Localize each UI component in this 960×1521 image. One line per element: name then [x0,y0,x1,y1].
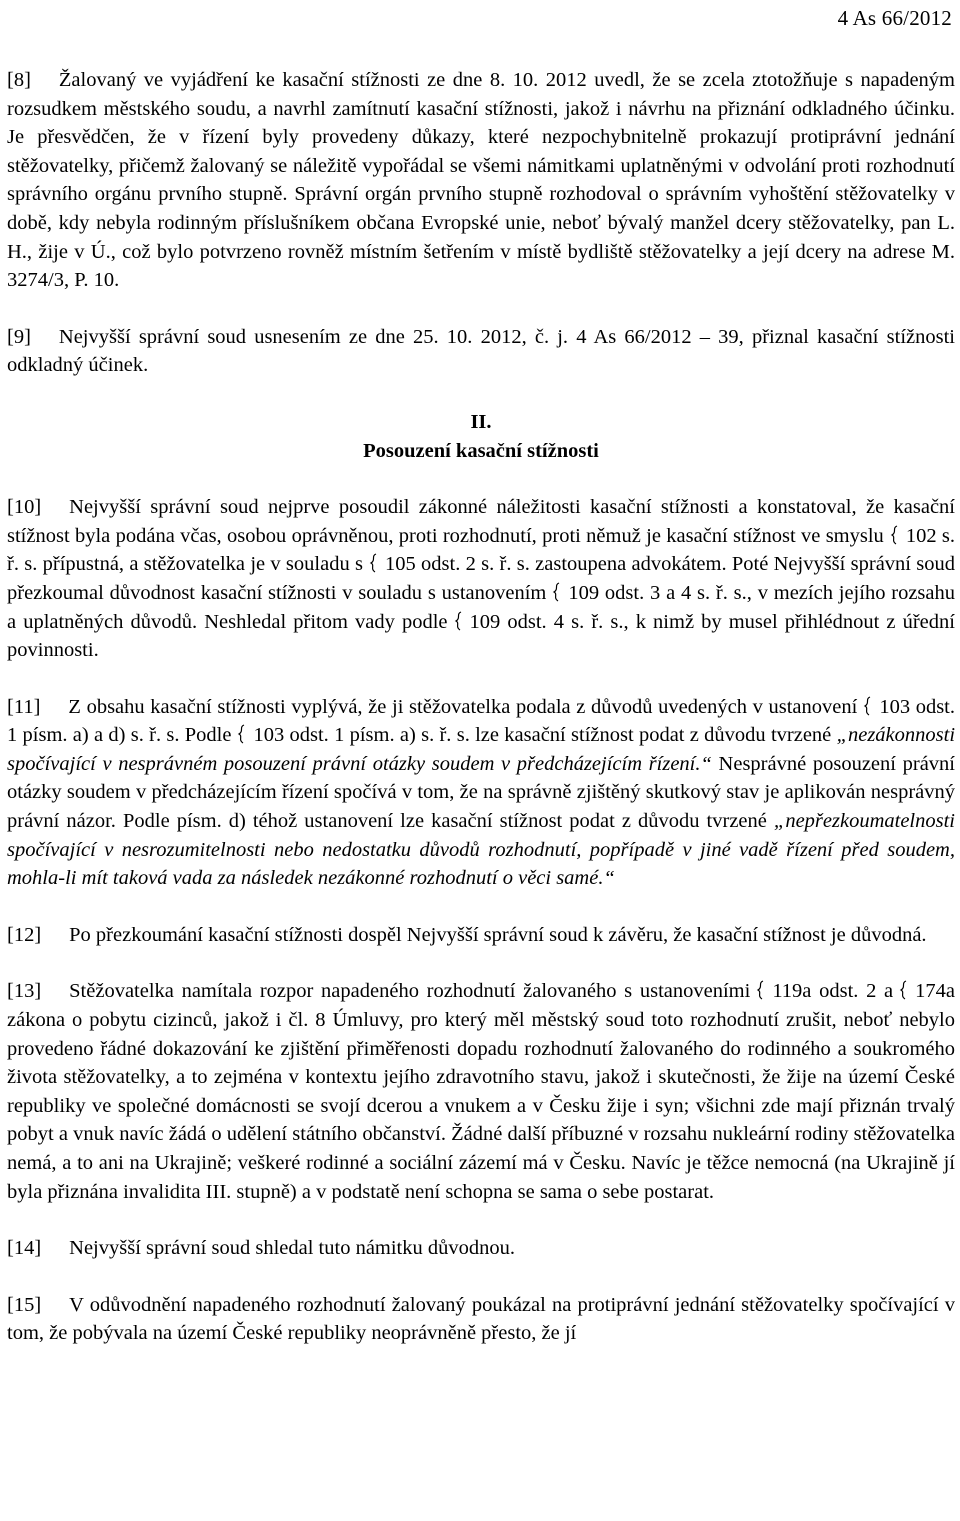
paragraph-15 [7,1291,955,1348]
paragraph-13 [7,977,955,1206]
section-sign-icon [367,552,379,574]
paragraph-text: Nesprávné posouzení právní otázky soudem v předcházejícím řízení spočívá v tom, že na správně zjištěný skutkový stav je aplikován nesprávný právní názor. Podle písm. d) téhož ustanovení lze kasační stížnost podat z důvodu tvrzené [7,752,955,833]
paragraph-12 [7,921,955,950]
paragraph-text: Z obsahu kasační stížnosti vyplývá, že ji stěžovatelka podala z důvodů uvedených v ustanovení [68,695,858,718]
paragraph-text: 103 odst. 1 písm. a) s. ř. s. lze kasační stížnost podat z důvodu tvrzené [253,724,832,747]
paragraph-8 [7,66,955,295]
paragraph-number: [15] [7,1293,42,1316]
paragraph-text: Nejvyšší správní soud usnesením ze dne 25. 10. 2012, č. j. 4 As 66/2012 – 39, přiznal kasační stížnosti odkladný účinek. [7,325,955,377]
paragraph-9 [7,323,955,380]
paragraph-text: Žalovaný ve vyjádření ke kasační stížnosti ze dne 8. 10. 2012 uvedl, že se zcela ztotožňuje s napadeným rozsudkem městského soudu, a navrhl zamítnutí kasační stížnosti, jakož i návrhu na přiznání odkladného účinku. Je přesvědčen, že v řízení byly provedeny důkazy, které nezpochybnitelně prokazují protiprávní jednání stěžovatelky, přičemž žalovaný se náležitě vypořádal se všemi námitkami uplatněnými v odvolání proti rozhodnutí správního orgánu prvního stupně. Správní orgán prvního stupně rozhodoval o správním vyhoštění stěžovatelky v době, kdy nebyla rodinným příslušníkem občana Evropské unie, neboť bývalý manžel dcery stěžovatelky, pan L. H., žije v Ú., což bylo potvrzeno rovněž místním šetřením v místě bydliště stěžovatelky a její dcery na adrese M. 3274/3, P. 10. [7,69,955,292]
paragraph-number: [13] [7,980,42,1003]
section-sign-icon [754,979,766,1001]
paragraph-number: [11] [7,695,41,718]
section-sign-icon [888,524,900,546]
paragraph-text: 109 odst. 3 a 4 s. ř. s., v mezích jejího rozsahu a uplatněných důvodů. Neshledal přitom vady podle [7,581,955,633]
quoted-text: „nepřezkoumatelnosti spočívající v nesrozumitelnosti nebo nedostatku důvodů rozhodnutí, popřípadě v jiné vadě řízení před soudem, mohla-li mít taková vada za následek nezákonné rozhodnutí o věci samé.“ [7,810,955,890]
section-sign-icon [550,581,562,603]
paragraph-text: 102 s. ř. s. přípustná, a stěžovatelka je v souladu s [7,524,955,576]
paragraph-text: 109 odst. 4 s. ř. s., k nimž by musel přihlédnout z úřední povinnosti. [7,610,955,662]
document-body [7,66,955,1348]
section-number: II. [470,410,492,433]
section-sign-icon [452,610,464,632]
paragraph-text: Nejvyšší správní soud nejprve posoudil zákonné náležitosti kasační stížnosti a konstatoval, že kasační stížnost byla podána včas, osobou oprávněnou, proti rozhodnutí, proti němuž je kasační stížnost ve smyslu [7,496,955,547]
section-sign-icon [897,979,909,1001]
paragraph-number: [10] [7,496,42,519]
paragraph-number: [9] [7,325,31,348]
paragraph-11 [7,693,955,893]
section-sign-icon [861,695,873,717]
quoted-text: „nezákonnosti spočívající v nesprávném posouzení právní otázky soudem v předcházejícím řízení.“ [7,724,956,775]
paragraph-text: V odůvodnění napadeného rozhodnutí žalovaný poukázal na protiprávní jednání stěžovatelky spočívající v tom, že pobývala na území České republiky neoprávněně přesto, že jí [7,1293,955,1345]
paragraph-14 [7,1234,955,1263]
paragraph-text: Stěžovatelka namítala rozpor napadeného rozhodnutí žalovaného s ustanoveními [69,980,751,1003]
paragraph-number: [14] [7,1237,42,1260]
paragraph-text: Po přezkoumání kasační stížnosti dospěl Nejvyšší správní soud k závěru, že kasační stížnost je důvodná. [69,923,927,946]
paragraph-text: Nejvyšší správní soud shledal tuto námitku důvodnou. [69,1237,516,1260]
case-number-header: 4 As 66/2012 [837,6,952,30]
section-sign-icon [235,723,247,745]
section-title: Posouzení kasační stížnosti [363,439,599,462]
paragraph-10 [7,493,955,665]
paragraph-text: 105 odst. 2 s. ř. s. zastoupena advokátem. Poté Nejvyšší správní soud přezkoumal důvodnost kasační stížnosti v souladu s ustanovením [7,553,956,604]
paragraph-text: 174a zákona o pobytu cizinců, jakož i čl. 8 Úmluvy, pro který měl městský soud toto rozhodnutí zrušit, neboť nebylo provedeno řádné dokazování ke zjištění přiměřenosti dopadu rozhodnutí žalovaného do rodinného a soukromého života stěžovatelky, a to zejména v kontextu jejího zdravotního stavu, jakož i skutečnosti, že žije na území České republiky ve společné domácnosti se svojí dcerou a vnukem a v Česku žije i syn; všichni zde mají přiznán trvalý pobyt a vnuk navíc žádá o udělení státního občanství. Žádné další příbuzné v rozsahu nukleární rodiny stěžovatelka nemá, a to ani na Ukrajině; veškeré rodinné a sociální zázemí má v Česku. Navíc je těžce nemocná (na Ukrajině jí byla přiznána invalidita III. stupně) a v podstatě není schopna se sama o sebe postarat. [7,980,955,1203]
paragraph-text: 103 odst. 1 písm. a) a d) s. ř. s. Podle [7,695,956,747]
paragraph-number: [8] [7,69,31,91]
paragraph-number: [12] [7,923,42,946]
paragraph-text: 119a odst. 2 a [772,980,894,1003]
